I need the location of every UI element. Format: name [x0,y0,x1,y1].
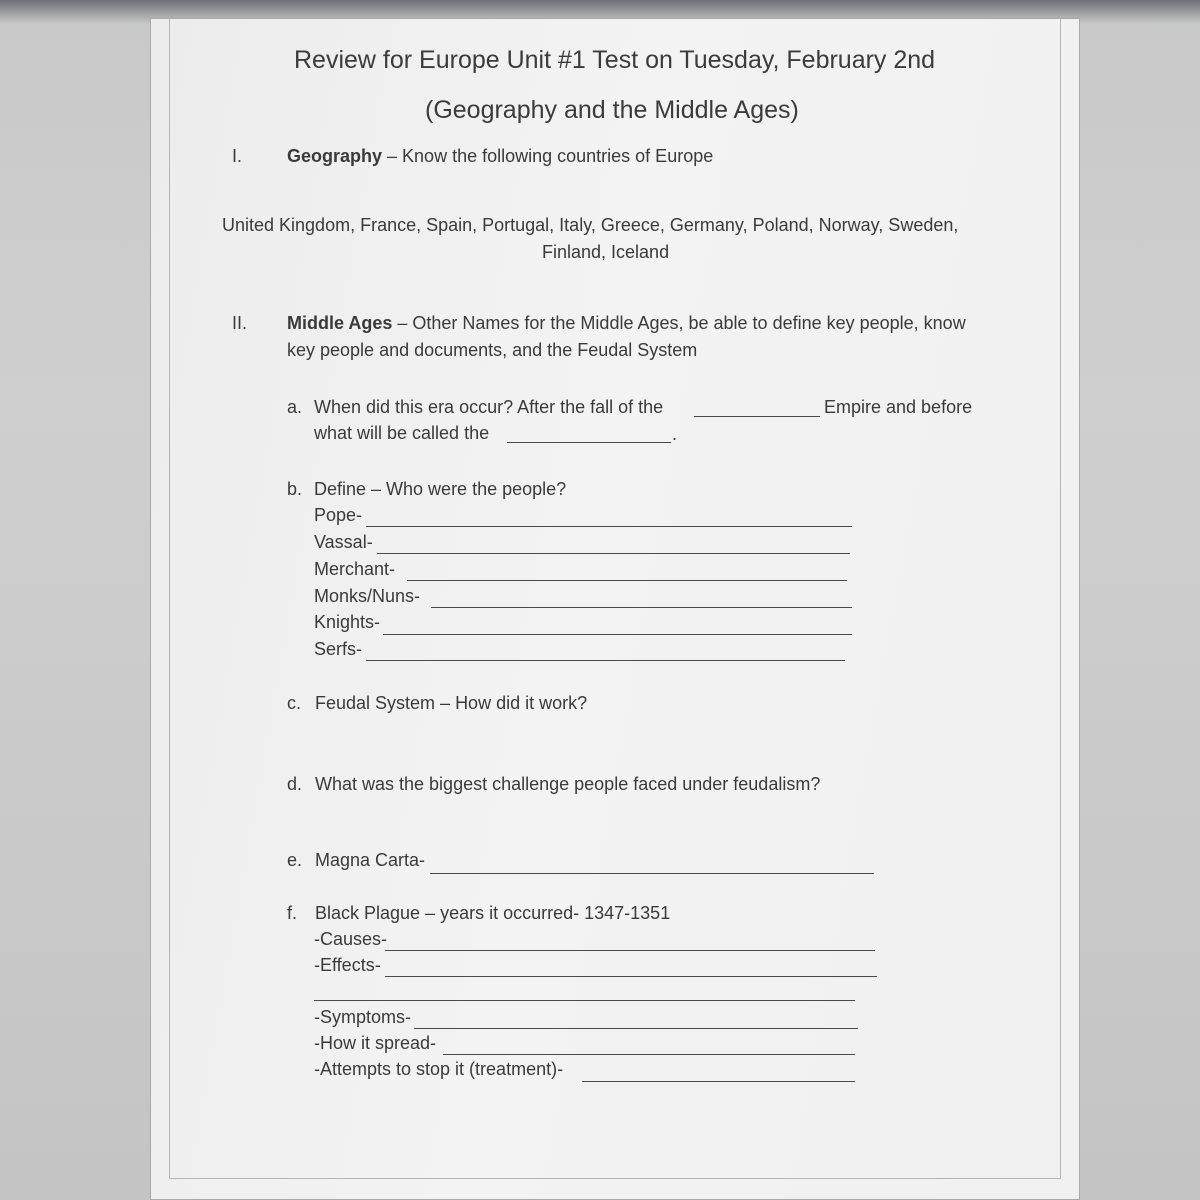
plague-symptoms: -Symptoms- [314,1007,412,1027]
page-title: Review for Europe Unit #1 Test on Tuesday, February 2nd [294,46,936,74]
item-a-text-1: When did this era occur? After the fall of the [314,397,664,417]
item-f-text: Black Plague – years it occurred- 1347-1351 [315,903,671,923]
blank-serfs[interactable] [366,660,845,661]
section1-heading: Geography [287,146,383,166]
blank-how-spread[interactable] [443,1054,855,1055]
term-vassal: Vassal- [314,532,373,552]
section2-numeral: II. [232,313,248,333]
blank-knights[interactable] [383,634,852,635]
blank-merchant[interactable] [407,580,847,581]
section1-description: – Know the following countries of Europe [382,146,714,166]
blank-attempts[interactable] [582,1081,855,1082]
item-d-letter: d. [287,774,303,794]
plague-attempts: -Attempts to stop it (treatment)- [314,1059,564,1079]
section2-heading-line [287,313,966,334]
term-merchant: Merchant- [314,559,396,579]
item-e-text: Magna Carta- [315,850,426,870]
section2-heading: Middle Ages [287,313,393,333]
item-a-period: . [672,424,678,444]
section1-heading-line [287,146,713,167]
blank-magna-carta[interactable] [430,873,874,874]
item-f-letter: f. [287,903,298,923]
item-b-letter: b. [287,479,303,499]
plague-causes: -Causes- [314,929,388,949]
section2-description-2: key people and documents, and the Feudal System [287,340,698,360]
item-a-text-2: Empire and before [824,397,973,417]
blank-causes[interactable] [385,950,875,951]
item-b-text: Define – Who were the people? [314,479,567,499]
page-subtitle: (Geography and the Middle Ages) [425,96,799,124]
blank-effects[interactable] [385,976,877,977]
blank-empire[interactable] [694,416,820,417]
item-d-text: What was the biggest challenge people faced under feudalism? [315,774,821,794]
blank-next-era[interactable] [507,442,671,443]
item-c-text: Feudal System – How did it work? [315,693,588,713]
item-c-letter: c. [287,693,302,713]
item-a-letter: a. [287,397,303,417]
term-knights: Knights- [314,612,381,632]
term-monks-nuns: Monks/Nuns- [314,586,421,606]
term-pope: Pope- [314,505,363,525]
blank-symptoms[interactable] [414,1028,858,1029]
countries-line-2: Finland, Iceland [542,242,670,262]
term-serfs: Serfs- [314,639,363,659]
worksheet-page [150,18,1080,1200]
section1-numeral: I. [232,146,243,166]
blank-monks-nuns[interactable] [431,607,852,608]
blank-vassal[interactable] [377,553,850,554]
blank-pope[interactable] [366,526,852,527]
section2-description-1: – Other Names for the Middle Ages, be able to define key people, know [392,313,966,333]
item-e-letter: e. [287,850,303,870]
plague-effects: -Effects- [314,955,381,975]
plague-how-spread: -How it spread- [314,1033,437,1053]
countries-line-1: United Kingdom, France, Spain, Portugal, Italy, Greece, Germany, Poland, Norway, Sweden, [222,215,959,235]
blank-effects-continued[interactable] [314,1000,855,1001]
item-a-text-3: what will be called the [314,423,490,443]
page-frame [169,19,1061,1179]
